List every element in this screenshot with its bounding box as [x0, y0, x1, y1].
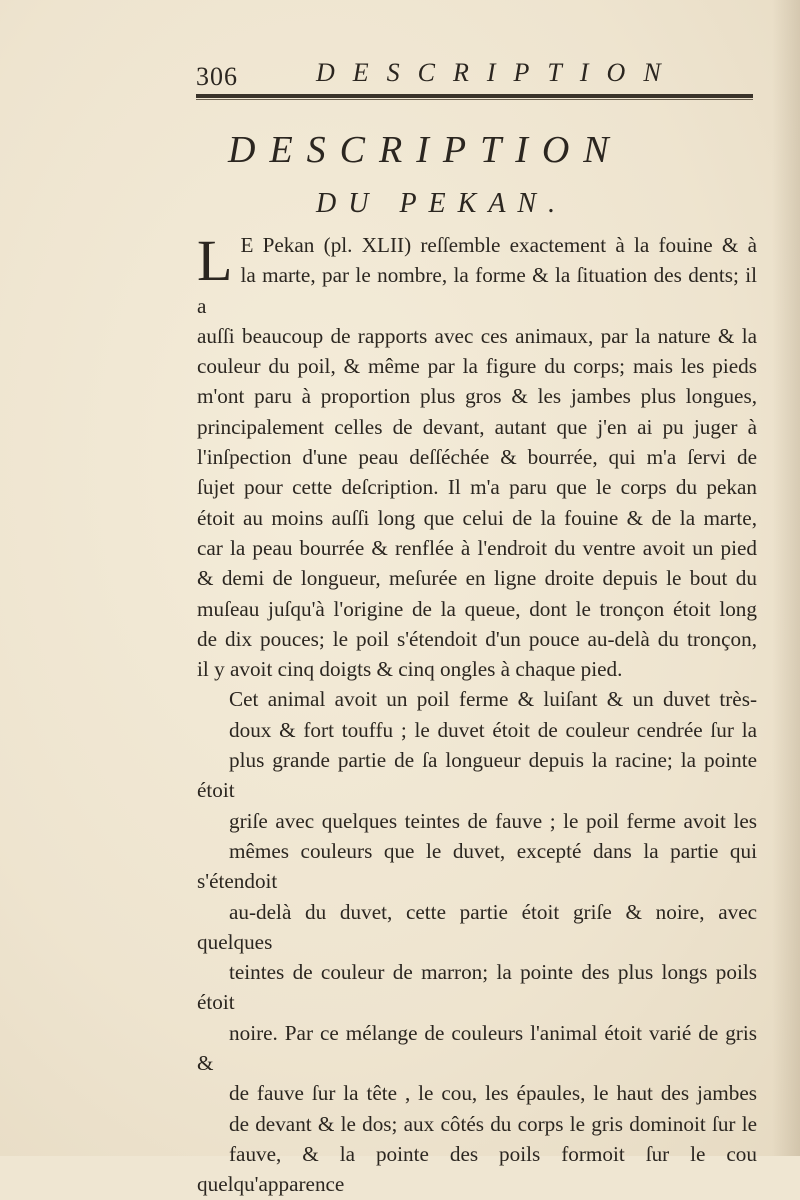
paragraph-2-lines	[197, 684, 757, 1199]
text-line: l'inſpection d'une peau deſſéchée & bourrée, qui m'a ſervi de	[197, 445, 757, 470]
text-line: griſe avec quelques teintes de fauve ; le poil ferme avoit les	[229, 808, 757, 833]
text-line: doux & fort touffu ; le duvet étoit de couleur cendrée ſur la	[229, 717, 757, 742]
header-rule-thin	[196, 99, 753, 100]
text-line: m'ont paru à proportion plus gros & les jambes plus longues,	[197, 384, 757, 409]
text-line: Cet animal avoit un poil ferme & luiſant & un duvet très-	[229, 687, 757, 712]
text-line: de fauve ſur la tête , le cou, les épaules, le haut des jambes	[229, 1081, 757, 1106]
text-line: E Pekan (pl. XLII) reſſemble exactement à la fouine & à	[240, 233, 757, 257]
chapter-subtitle: DU PEKAN.	[316, 188, 568, 219]
text-line: ſujet pour cette deſcription. Il m'a paru que le corps du pekan	[197, 475, 757, 500]
text-line: noire. Par ce mélange de couleurs l'animal étoit varié de gris &	[197, 1020, 757, 1076]
text-line: fauve, & la pointe des poils formoit ſur le cou quelqu'apparence	[197, 1141, 757, 1197]
text-line: il y avoit cinq doigts & cinq ongles à chaque pied.	[197, 657, 623, 682]
page-edge-shadow	[772, 0, 800, 1156]
text-line: muſeau juſqu'à l'origine de la queue, dont le tronçon étoit long	[197, 596, 757, 621]
drop-initial: L	[197, 228, 233, 293]
body-text	[197, 230, 757, 1200]
page-number: 306	[196, 62, 238, 91]
header-rule	[196, 94, 753, 98]
text-line: auſſi beaucoup de rapports avec ces animaux, par la nature & la	[197, 323, 757, 348]
text-line: teintes de couleur de marron; la pointe des plus longs poils étoit	[197, 960, 757, 1015]
text-line: plus grande partie de ſa longueur depuis la racine; la pointe étoit	[197, 748, 757, 803]
chapter-title: DESCRIPTION	[228, 129, 623, 171]
text-line: la marte, par le nombre, la forme & la ſituation des dents; il a	[197, 263, 757, 318]
text-line: couleur du poil, & même par la figure du corps; mais les pieds	[197, 354, 757, 379]
running-head	[196, 52, 756, 92]
text-line: car la peau bourrée & renflée à l'endroit du ventre avoit un pied	[197, 535, 757, 560]
text-line: de dix pouces; le poil s'étendoit d'un pouce au-delà du tronçon,	[197, 626, 757, 651]
text-line: au-delà du duvet, cette partie étoit griſe & noire, avec quelques	[197, 899, 757, 954]
text-line: & demi de longueur, meſurée en ligne droite depuis le bout du	[197, 566, 757, 591]
text-line: principalement celles de devant, autant que j'en ai pu juger à	[197, 414, 757, 439]
paragraph-1-lines	[197, 230, 757, 684]
paragraph-1	[197, 230, 757, 684]
text-line: mêmes couleurs que le duvet, excepté dans la partie qui s'étendoit	[197, 838, 757, 894]
text-line: étoit au moins auſſi long que celui de la fouine & de la marte,	[197, 505, 757, 530]
text-line: de devant & le dos; aux côtés du corps le gris dominoit ſur le	[229, 1111, 757, 1136]
running-title: DESCRIPTION	[316, 58, 679, 87]
paragraph-2	[197, 684, 757, 1199]
